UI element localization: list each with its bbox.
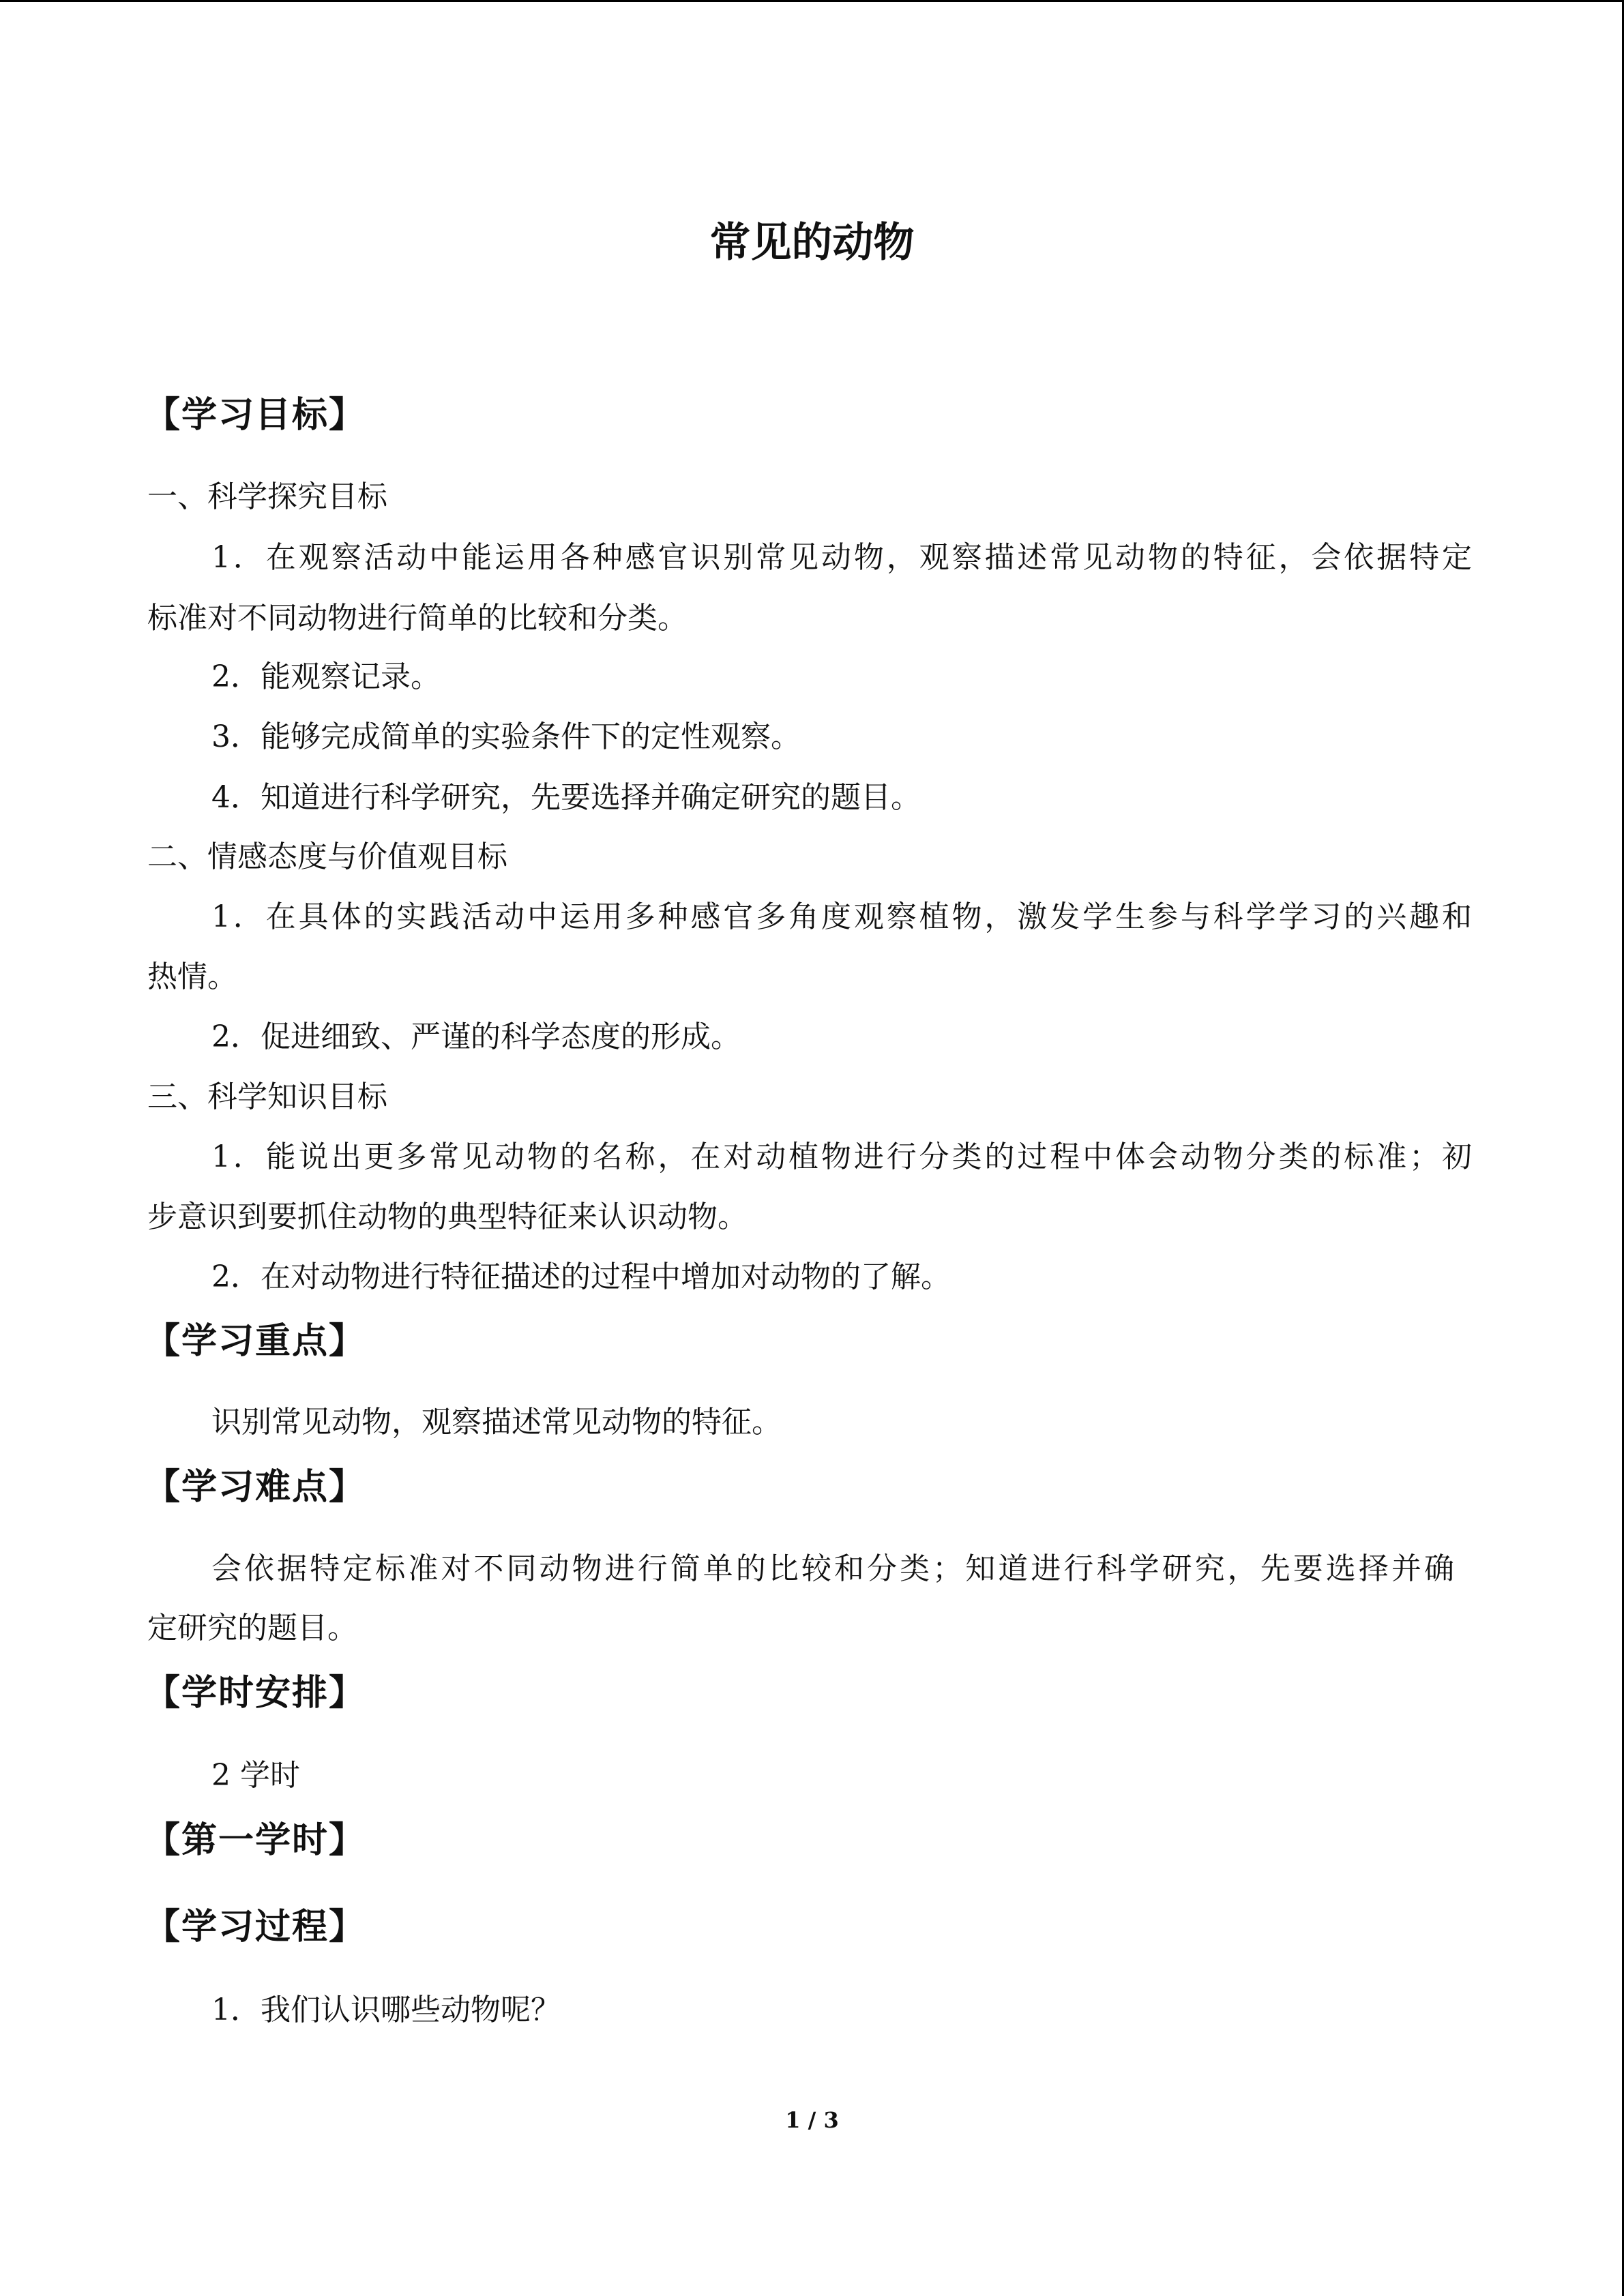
heading-objectives: 【学习目标】 xyxy=(145,395,366,436)
heading-key-points: 【学习重点】 xyxy=(145,1321,366,1362)
heading-schedule: 【学时安排】 xyxy=(145,1673,366,1714)
knowledge-title: 三、科学知识目标 xyxy=(147,1079,387,1114)
attitude-item-1-line-2: 热情。 xyxy=(147,959,237,994)
attitude-item-2: 2．促进细致、严谨的科学态度的形成。 xyxy=(211,1019,741,1054)
inquiry-title: 一、科学探究目标 xyxy=(147,479,387,514)
process-item-1: 1．我们认识哪些动物呢？ xyxy=(211,1993,561,2027)
inquiry-item-1-line-2: 标准对不同动物进行简单的比较和分类。 xyxy=(147,601,688,636)
heading-difficulties: 【学习难点】 xyxy=(145,1467,366,1508)
inquiry-item-1-line-1: 1．在观察活动中能运用各种感官识别常见动物，观察描述常见动物的特征，会依据特定 xyxy=(211,540,1472,575)
key-points-text: 识别常见动物，观察描述常见动物的特征。 xyxy=(211,1405,782,1440)
heading-first-period: 【第一学时】 xyxy=(145,1820,366,1861)
knowledge-item-1-line-2: 步意识到要抓住动物的典型特征来认识动物。 xyxy=(147,1199,748,1234)
inquiry-item-3: 3．能够完成简单的实验条件下的定性观察。 xyxy=(211,719,801,754)
heading-process: 【学习过程】 xyxy=(145,1907,366,1948)
difficulties-text-line-2: 定研究的题目。 xyxy=(147,1611,357,1645)
attitude-title: 二、情感态度与价值观目标 xyxy=(147,839,507,874)
knowledge-item-1-line-1: 1．能说出更多常见动物的名称，在对动植物进行分类的过程中体会动物分类的标准；初 xyxy=(211,1139,1472,1174)
document-title: 常见的动物 xyxy=(709,219,915,267)
knowledge-item-2: 2．在对动物进行特征描述的过程中增加对动物的了解。 xyxy=(211,1259,951,1294)
difficulties-text-line-1: 会依据特定标准对不同动物进行简单的比较和分类；知道进行科学研究，先要选择并确 xyxy=(211,1551,1454,1586)
inquiry-item-2: 2．能观察记录。 xyxy=(211,659,441,694)
schedule-text: 2 学时 xyxy=(211,1758,300,1793)
inquiry-item-4: 4．知道进行科学研究，先要选择并确定研究的题目。 xyxy=(211,780,921,815)
attitude-item-1-line-1: 1．在具体的实践活动中运用多种感官多角度观察植物，激发学生参与科学学习的兴趣和 xyxy=(211,899,1472,934)
page-number: 1 / 3 xyxy=(785,2107,839,2133)
